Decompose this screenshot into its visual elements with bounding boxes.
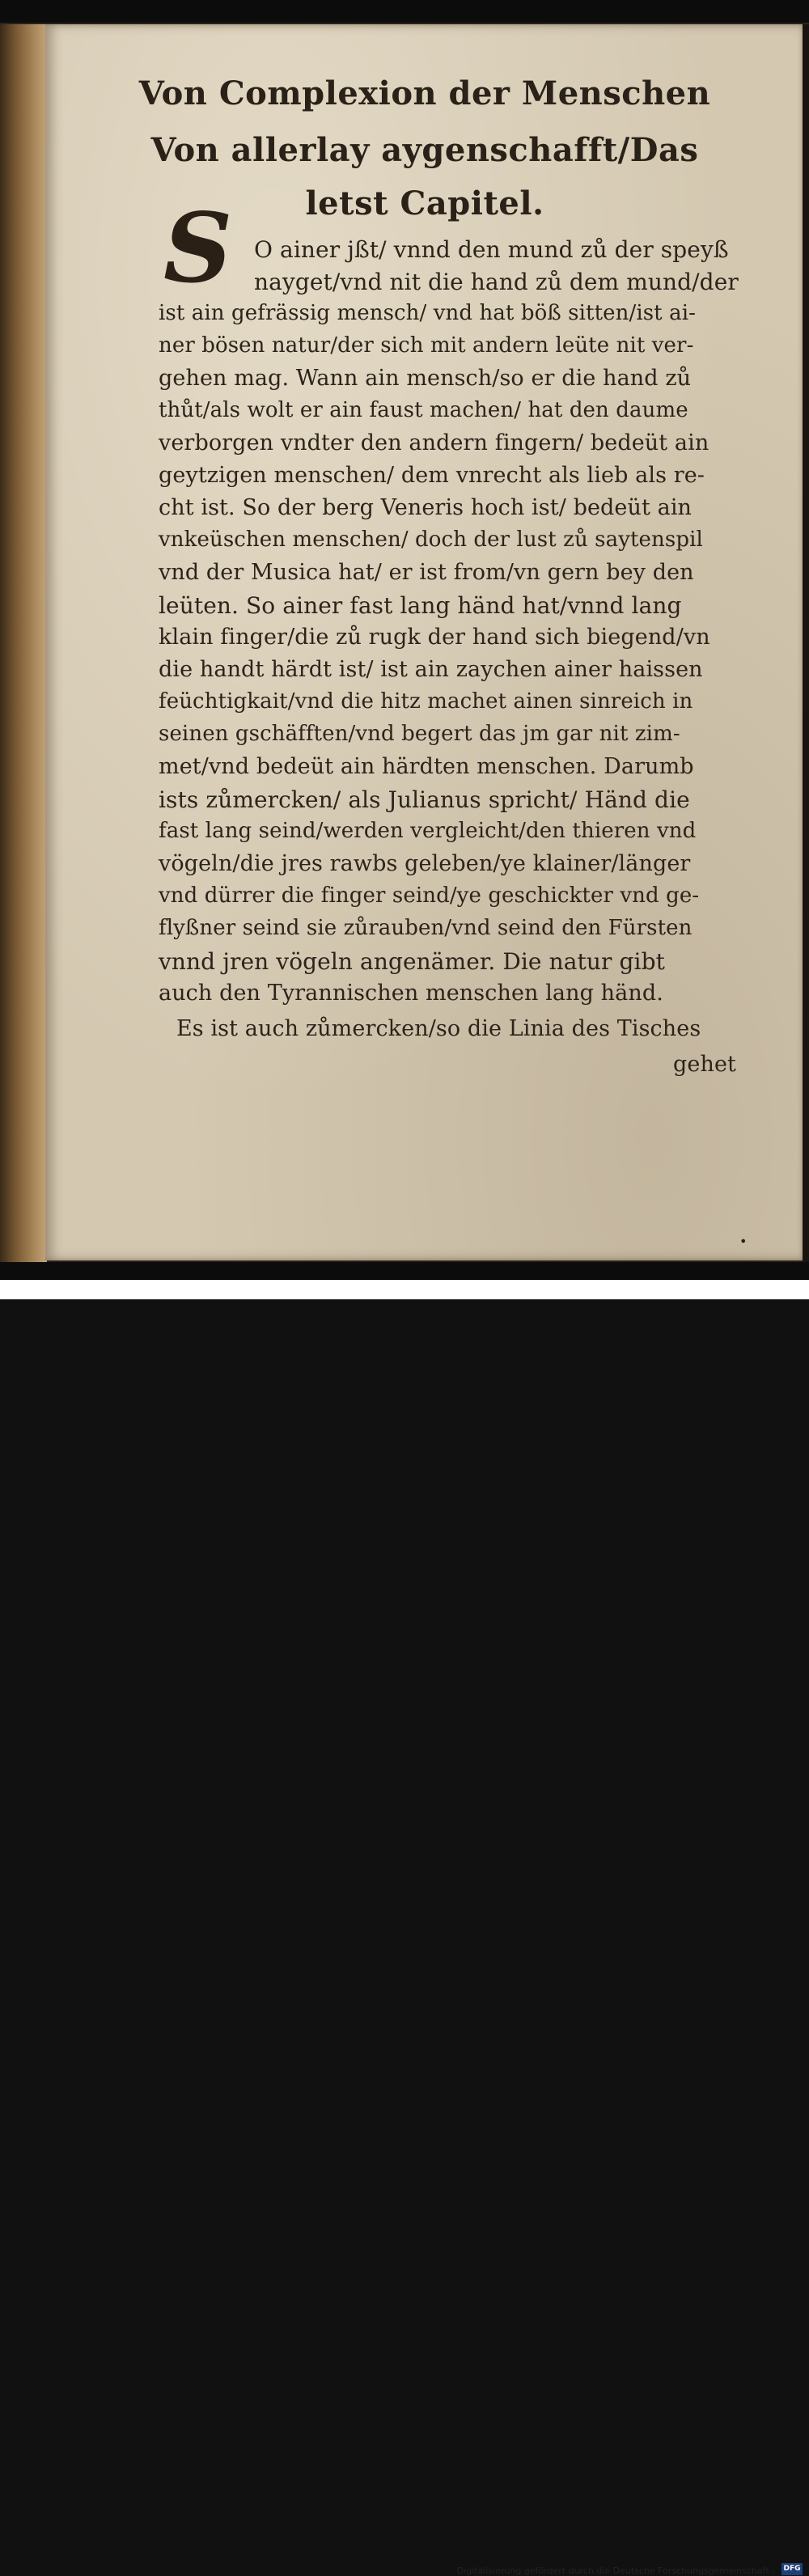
book-binding-edge — [0, 24, 47, 1262]
text-line-16: seinen gschäfften/vnd begert das jm gar nit zim- — [159, 722, 680, 746]
chapter-heading-line-2: Von allerlay aygenschafft/Das — [150, 131, 699, 169]
text-line-3: ist ain gefrässig mensch/ vnd hat böß sitten/ist ai- — [159, 301, 696, 325]
text-line-7: verborgen vndter den andern fingern/ bedeüt ain — [159, 430, 709, 455]
text-line-21: vnd dürrer die finger seind/ye geschickter vnd ge- — [159, 883, 700, 908]
text-line-13: klain finger/die zů rugk der hand sich biegend/vn — [159, 625, 710, 650]
text-line-15: feüchtigkait/vnd die hitz machet ainen sinreich in — [159, 689, 693, 714]
chapter-heading-line-3: letst Capitel. — [305, 184, 544, 222]
text-line-1: O ainer jßt/ vnnd den mund zů der speyß — [254, 236, 729, 263]
dfg-logo: DFG — [781, 2563, 803, 2575]
text-line-12: leüten. So ainer fast lang händ hat/vnnd lang — [159, 592, 682, 619]
text-line-18: ists zůmercken/ als Julianus spricht/ Händ die — [159, 786, 690, 813]
text-line-4: ner bösen natur/der sich mit andern leüte nit ver- — [159, 333, 694, 358]
text-line-11: vnd der Musica hat/ er ist from/vn gern bey den — [159, 560, 694, 585]
text-line-10: vnkeüschen menschen/ doch der lust zů saytenspil — [159, 527, 703, 552]
text-line-9: cht ist. So der berg Veneris hoch ist/ bedeüt ain — [159, 495, 693, 520]
text-line-25: Es ist auch zůmercken/so die Linia des Tisches — [176, 1016, 701, 1041]
text-line-5: gehen mag. Wann ain mensch/so er die hand zů — [159, 366, 692, 391]
digitization-credit: Digitalisierung gefördert durch die Deutsche Forschungsgemeinschaft - — [456, 2565, 775, 2576]
text-line-19: fast lang seind/werden vergleicht/den thieren vnd — [159, 819, 697, 843]
chapter-heading-line-1: Von Complexion der Menschen — [138, 74, 711, 112]
top-dark-bar — [0, 0, 809, 24]
text-line-22: flyßner seind sie zůrauben/vnd seind den Fürsten — [159, 916, 693, 940]
page-dot-mark: • — [739, 1234, 748, 1249]
decorated-initial: S — [163, 192, 233, 304]
right-dark-edge — [803, 24, 809, 1262]
text-line-17: met/vnd bedeüt ain härdten menschen. Darumb — [159, 754, 694, 779]
text-line-2: nayget/vnd nit die hand zů dem mund/der — [254, 269, 739, 295]
catchword: gehet — [673, 1052, 736, 1077]
footer-strip — [0, 1280, 809, 2576]
text-line-24: auch den Tyrannischen menschen lang händ. — [159, 981, 663, 1006]
text-line-8: geytzigen menschen/ dem vnrecht als lieb als re- — [159, 463, 705, 488]
text-line-14: die handt härdt ist/ ist ain zaychen ainer haissen — [159, 657, 703, 682]
book-page — [45, 24, 804, 1260]
text-line-23: vnnd jren vögeln angenämer. Die natur gibt — [159, 948, 665, 975]
bottom-dark-bar — [0, 1262, 809, 1280]
text-line-20: vögeln/die jres rawbs geleben/ye klainer/länger — [159, 851, 691, 876]
text-line-6: thůt/als wolt er ain faust machen/ hat den daume — [159, 398, 688, 422]
